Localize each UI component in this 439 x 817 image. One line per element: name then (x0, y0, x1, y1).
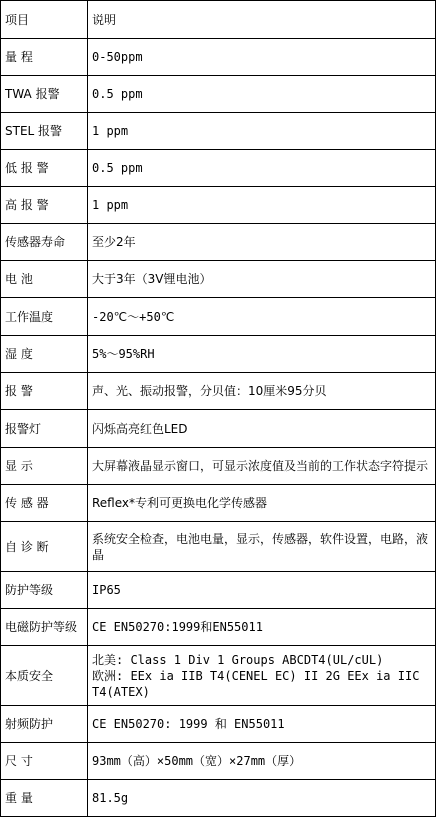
row-value: 闪烁高亮红色LED (88, 410, 436, 448)
row-label: 报警灯 (1, 410, 88, 448)
table-row (1, 743, 436, 780)
table-row (1, 410, 436, 448)
row-value: IP65 (88, 572, 436, 609)
row-label: 项目 (1, 1, 88, 39)
row-value: 至少2年 (88, 224, 436, 261)
row-value: Reflex*专利可更换电化学传感器 (88, 485, 436, 522)
row-value-line: 北美: Class 1 Div 1 Groups ABCDT4(UL/cUL) (92, 652, 384, 667)
row-label: 湿 度 (1, 336, 88, 373)
table-row (1, 485, 436, 522)
row-label: 传 感 器 (1, 485, 88, 522)
row-label: 传感器寿命 (1, 224, 88, 261)
table-row (1, 113, 436, 150)
table-row (1, 336, 436, 373)
table-row (1, 780, 436, 817)
row-label: STEL 报警 (1, 113, 88, 150)
row-label: 报 警 (1, 373, 88, 410)
row-label: 尺 寸 (1, 743, 88, 780)
table-row (1, 448, 436, 485)
row-label: 自 诊 断 (1, 522, 88, 572)
row-value-line: 欧洲: EEx ia IIB T4(CENEL EC) II 2G EEx ia IIC T4(ATEX) (92, 668, 420, 699)
table-row (1, 150, 436, 187)
row-value (88, 646, 436, 706)
row-label: 工作温度 (1, 298, 88, 336)
row-value: 0.5 ppm (88, 150, 436, 187)
row-label: 显 示 (1, 448, 88, 485)
row-label: 高 报 警 (1, 187, 88, 224)
table-row (1, 572, 436, 609)
row-value: 系统安全检查，电池电量，显示，传感器，软件设置，电路，液晶 (88, 522, 436, 572)
table-row (1, 373, 436, 410)
row-label: 射频防护 (1, 706, 88, 743)
row-label: 防护等级 (1, 572, 88, 609)
table-row (1, 1, 436, 39)
row-value: CE EN50270: 1999 和 EN55011 (88, 706, 436, 743)
row-value: 81.5g (88, 780, 436, 817)
row-value: 5%～95%RH (88, 336, 436, 373)
table-row (1, 298, 436, 336)
row-value: 声、光、振动报警，分贝值：10厘米95分贝 (88, 373, 436, 410)
row-label: TWA 报警 (1, 76, 88, 113)
row-value: -20℃～+50℃ (88, 298, 436, 336)
table-row (1, 609, 436, 646)
row-value: 大于3年（3V锂电池） (88, 261, 436, 298)
table-row (1, 224, 436, 261)
row-value: 说明 (88, 1, 436, 39)
row-label: 本质安全 (1, 646, 88, 706)
row-label: 电 池 (1, 261, 88, 298)
row-value: 0-50ppm (88, 39, 436, 76)
row-label: 低 报 警 (1, 150, 88, 187)
table-row (1, 646, 436, 706)
row-label: 重 量 (1, 780, 88, 817)
table-row (1, 522, 436, 572)
row-value: 大屏幕液晶显示窗口，可显示浓度值及当前的工作状态字符提示 (88, 448, 436, 485)
row-label: 量 程 (1, 39, 88, 76)
row-value: 0.5 ppm (88, 76, 436, 113)
row-value: 1 ppm (88, 113, 436, 150)
row-label: 电磁防护等级 (1, 609, 88, 646)
table-row (1, 39, 436, 76)
table-row (1, 187, 436, 224)
table-row (1, 261, 436, 298)
table-row (1, 76, 436, 113)
row-value: CE EN50270:1999和EN55011 (88, 609, 436, 646)
table-row (1, 706, 436, 743)
row-value: 1 ppm (88, 187, 436, 224)
row-value: 93mm（高）×50mm（宽）×27mm（厚） (88, 743, 436, 780)
